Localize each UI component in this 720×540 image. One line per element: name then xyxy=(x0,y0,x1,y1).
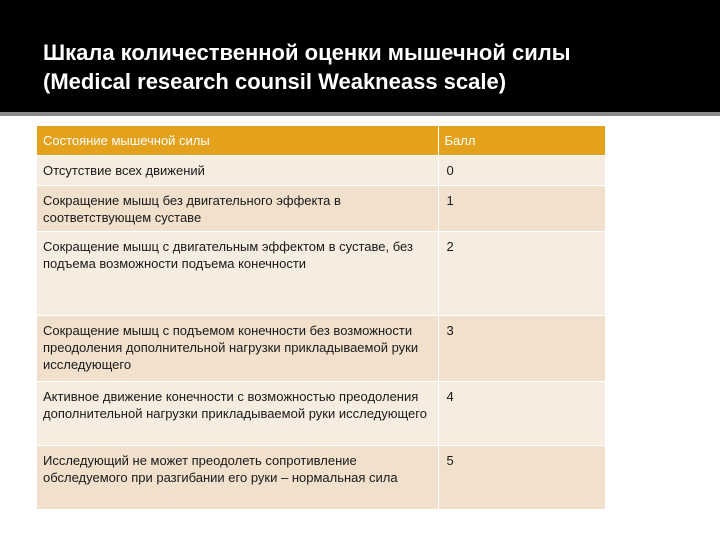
muscle-strength-table xyxy=(37,126,605,510)
table-row xyxy=(37,446,605,510)
state-cell: Исследующий не может преодолеть сопротивление обследуемого при разгибании его руки – нормальная сила xyxy=(37,446,438,510)
score-cell: 1 xyxy=(438,186,605,232)
table-row xyxy=(37,186,605,232)
state-cell: Активное движение конечности с возможностью преодоления дополнительной нагрузки прикладываемой руки исследующего xyxy=(37,382,438,446)
score-cell: 0 xyxy=(438,156,605,186)
column-header-score: Балл xyxy=(438,126,605,156)
slide-title-line-2: (Medical research counsil Weakneass scale) xyxy=(43,69,507,94)
score-cell: 3 xyxy=(438,316,605,382)
state-cell: Отсутствие всех движений xyxy=(37,156,438,186)
score-cell: 5 xyxy=(438,446,605,510)
slide-title-line-1: Шкала количественной оценки мышечной силы xyxy=(43,40,571,65)
table-row xyxy=(37,382,605,446)
state-cell: Сокращение мышц без двигательного эффекта в соответствующем суставе xyxy=(37,186,438,232)
table-row xyxy=(37,156,605,186)
score-cell: 4 xyxy=(438,382,605,446)
title-band xyxy=(0,0,720,112)
title-divider xyxy=(0,112,720,116)
slide-title xyxy=(43,38,703,96)
score-cell: 2 xyxy=(438,232,605,316)
table-row xyxy=(37,316,605,382)
column-header-state: Состояние мышечной силы xyxy=(37,126,438,156)
state-cell: Сокращение мышц с подъемом конечности без возможности преодоления дополнительной нагрузки прикладываемой руки исследующего xyxy=(37,316,438,382)
table-header-row xyxy=(37,126,605,156)
state-cell: Сокращение мышц с двигательным эффектом в суставе, без подъема возможности подъема конечности xyxy=(37,232,438,316)
table-row xyxy=(37,232,605,316)
